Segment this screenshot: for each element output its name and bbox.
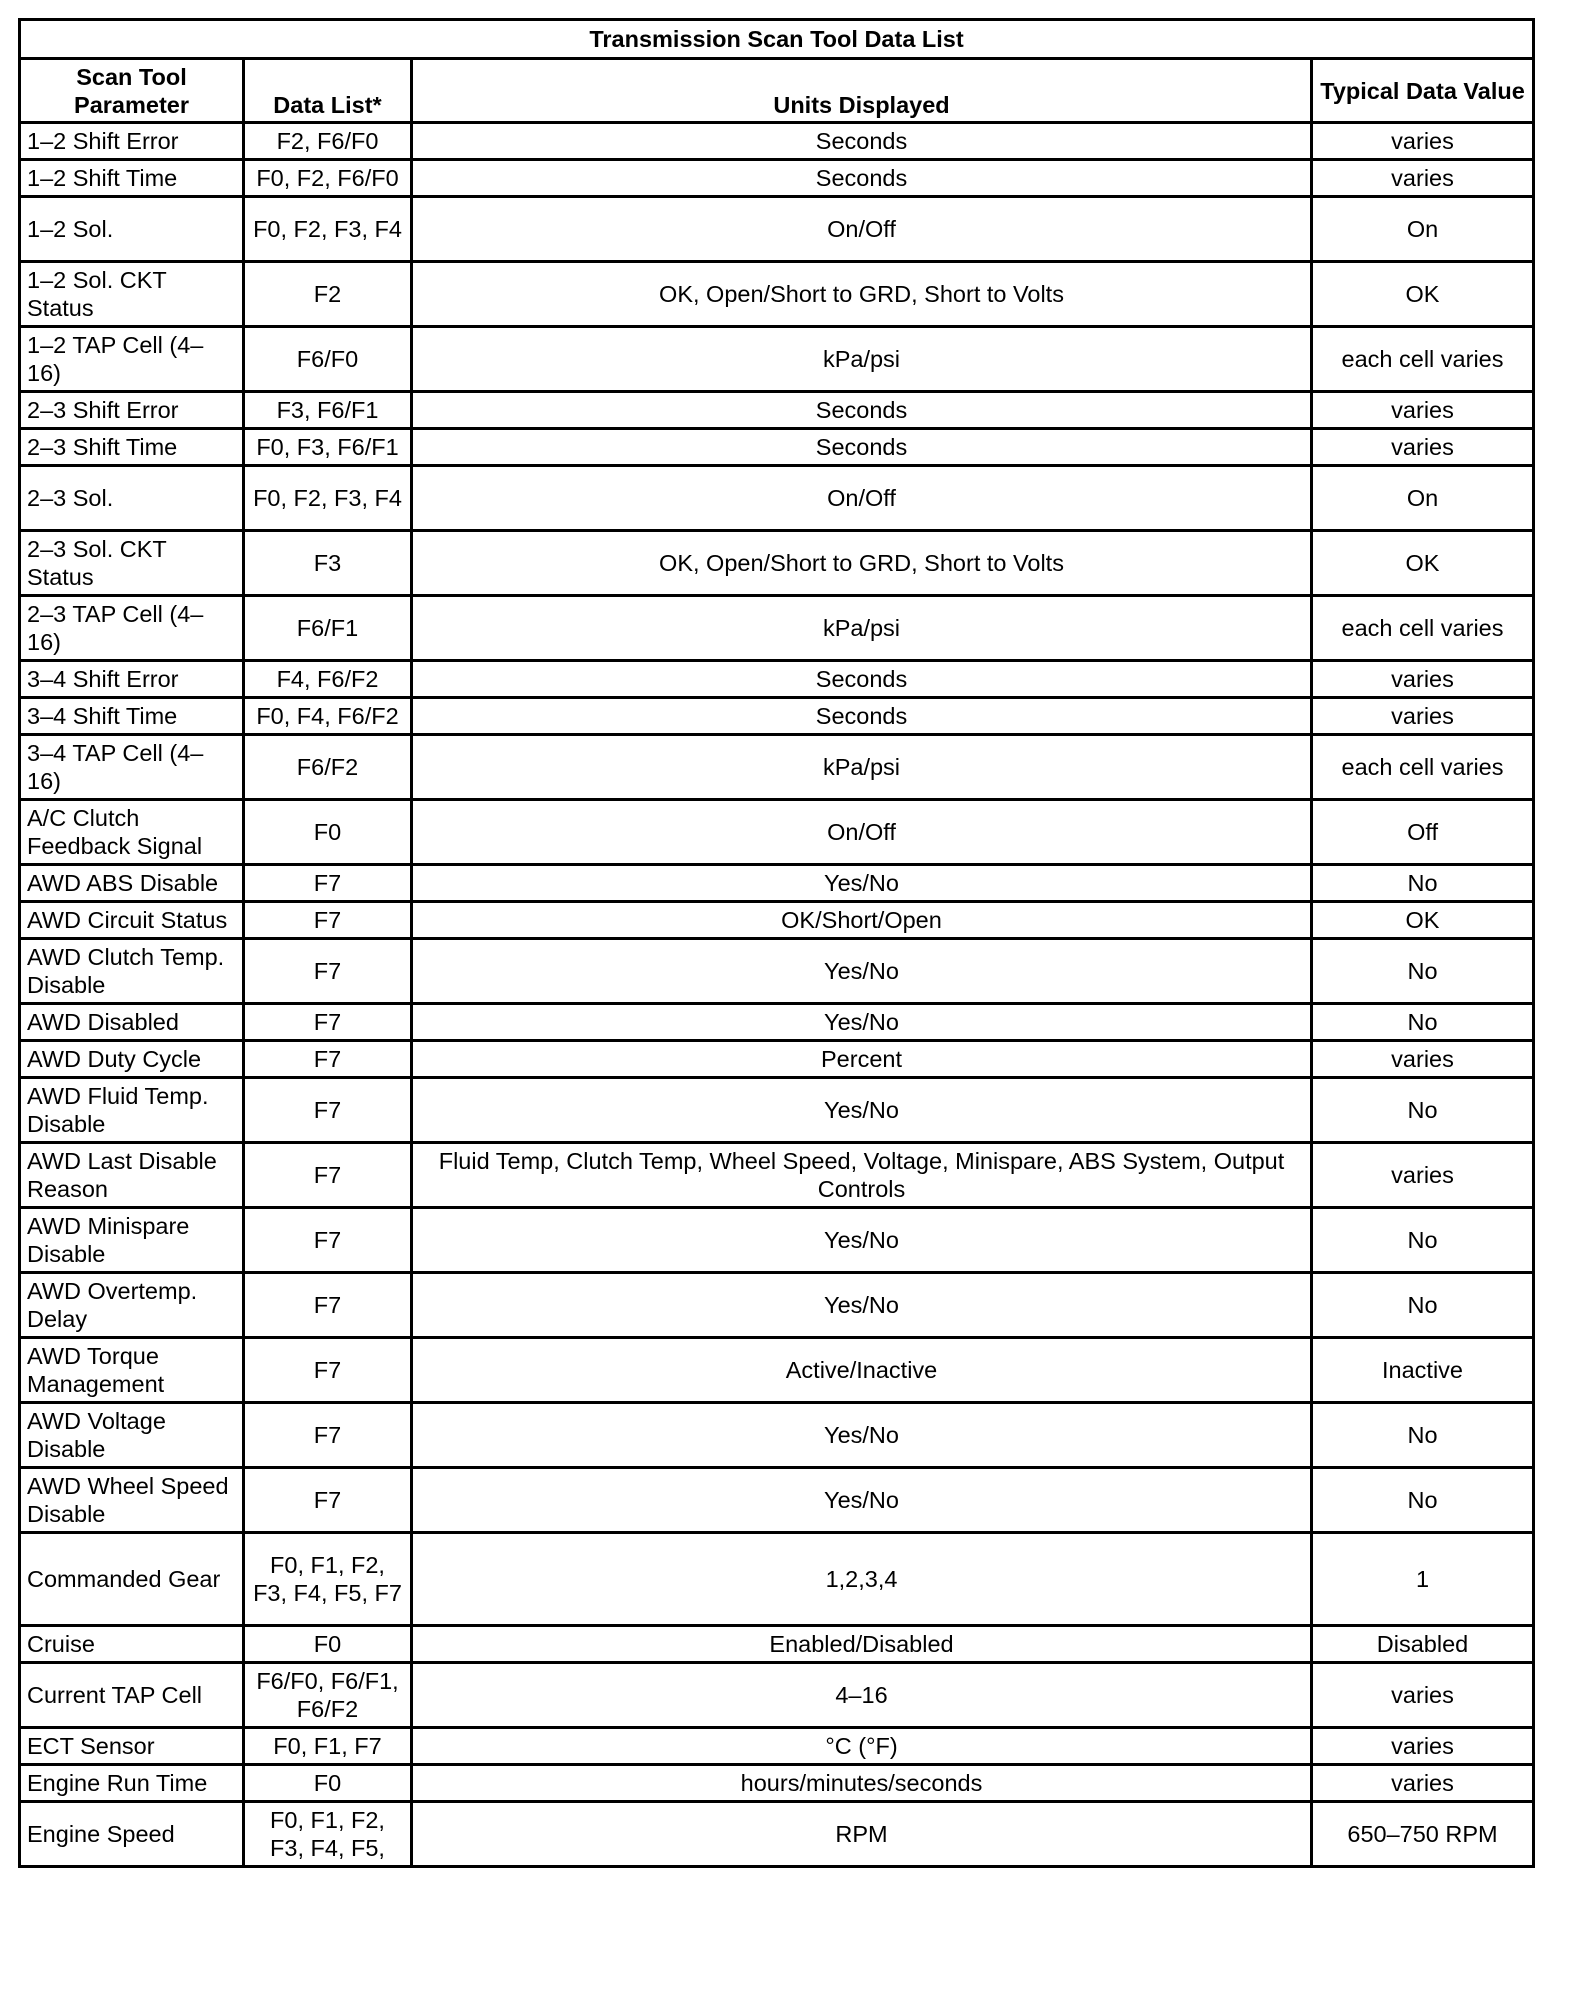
cell-typical-value: varies [1312, 1041, 1534, 1078]
header-parameter: Scan Tool Parameter [20, 59, 244, 123]
table-row [20, 531, 1534, 596]
table-row [20, 1728, 1534, 1765]
cell-parameter: 1–2 Shift Time [20, 160, 244, 197]
cell-parameter: 3–4 Shift Error [20, 661, 244, 698]
cell-units-displayed: hours/minutes/seconds [412, 1765, 1312, 1802]
cell-units-displayed: Percent [412, 1041, 1312, 1078]
table-row [20, 1041, 1534, 1078]
cell-parameter: 1–2 Sol. CKT Status [20, 262, 244, 327]
cell-data-list: F0, F1, F7 [244, 1728, 412, 1765]
table-row [20, 902, 1534, 939]
cell-units-displayed: kPa/psi [412, 735, 1312, 800]
cell-typical-value: varies [1312, 661, 1534, 698]
table-row [20, 1143, 1534, 1208]
cell-typical-value: No [1312, 1078, 1534, 1143]
cell-data-list: F3, F6/F1 [244, 392, 412, 429]
cell-parameter: Commanded Gear [20, 1533, 244, 1626]
cell-typical-value: each cell varies [1312, 735, 1534, 800]
cell-units-displayed: Fluid Temp, Clutch Temp, Wheel Speed, Voltage, Minispare, ABS System, Output Controls [412, 1143, 1312, 1208]
cell-units-displayed: OK, Open/Short to GRD, Short to Volts [412, 531, 1312, 596]
cell-typical-value: No [1312, 1004, 1534, 1041]
table-row [20, 1626, 1534, 1663]
header-units-displayed: Units Displayed [412, 59, 1312, 123]
cell-typical-value: No [1312, 1468, 1534, 1533]
cell-units-displayed: 1,2,3,4 [412, 1533, 1312, 1626]
header-data-list: Data List* [244, 59, 412, 123]
cell-parameter: AWD Circuit Status [20, 902, 244, 939]
table-row [20, 262, 1534, 327]
cell-data-list: F2, F6/F0 [244, 123, 412, 160]
table-row [20, 1765, 1534, 1802]
table-row [20, 698, 1534, 735]
cell-typical-value: each cell varies [1312, 596, 1534, 661]
table-row [20, 865, 1534, 902]
table-row [20, 160, 1534, 197]
cell-data-list: F6/F0, F6/F1, F6/F2 [244, 1663, 412, 1728]
cell-typical-value: each cell varies [1312, 327, 1534, 392]
table-row [20, 1468, 1534, 1533]
cell-typical-value: OK [1312, 902, 1534, 939]
cell-parameter: AWD Disabled [20, 1004, 244, 1041]
cell-data-list: F7 [244, 1041, 412, 1078]
table-row [20, 1004, 1534, 1041]
table-title: Transmission Scan Tool Data List [20, 20, 1534, 59]
cell-parameter: 2–3 TAP Cell (4–16) [20, 596, 244, 661]
cell-units-displayed: Yes/No [412, 1403, 1312, 1468]
cell-data-list: F0, F1, F2, F3, F4, F5, F7 [244, 1533, 412, 1626]
cell-units-displayed: Yes/No [412, 1273, 1312, 1338]
cell-units-displayed: On/Off [412, 466, 1312, 531]
cell-units-displayed: Enabled/Disabled [412, 1626, 1312, 1663]
cell-parameter: 1–2 Sol. [20, 197, 244, 262]
table-row [20, 429, 1534, 466]
cell-parameter: AWD Overtemp. Delay [20, 1273, 244, 1338]
table-row [20, 1403, 1534, 1468]
cell-data-list: F0, F4, F6/F2 [244, 698, 412, 735]
table-row [20, 661, 1534, 698]
cell-parameter: 2–3 Shift Time [20, 429, 244, 466]
table-row [20, 1533, 1534, 1626]
cell-data-list: F0, F3, F6/F1 [244, 429, 412, 466]
cell-data-list: F7 [244, 1468, 412, 1533]
cell-data-list: F0 [244, 1626, 412, 1663]
table-row [20, 939, 1534, 1004]
cell-data-list: F6/F2 [244, 735, 412, 800]
cell-parameter: AWD ABS Disable [20, 865, 244, 902]
cell-typical-value: On [1312, 466, 1534, 531]
cell-typical-value: varies [1312, 123, 1534, 160]
cell-units-displayed: Seconds [412, 698, 1312, 735]
cell-data-list: F7 [244, 1273, 412, 1338]
cell-typical-value: varies [1312, 1143, 1534, 1208]
cell-typical-value: OK [1312, 262, 1534, 327]
cell-parameter: AWD Minispare Disable [20, 1208, 244, 1273]
cell-units-displayed: Yes/No [412, 1208, 1312, 1273]
cell-parameter: AWD Last Disable Reason [20, 1143, 244, 1208]
cell-parameter: Cruise [20, 1626, 244, 1663]
table-row [20, 800, 1534, 865]
cell-data-list: F7 [244, 1208, 412, 1273]
cell-parameter: AWD Wheel Speed Disable [20, 1468, 244, 1533]
table-row [20, 1338, 1534, 1403]
cell-parameter: 3–4 Shift Time [20, 698, 244, 735]
cell-data-list: F7 [244, 902, 412, 939]
cell-units-displayed: kPa/psi [412, 327, 1312, 392]
cell-typical-value: Inactive [1312, 1338, 1534, 1403]
cell-units-displayed: Seconds [412, 123, 1312, 160]
table-row [20, 327, 1534, 392]
table-row [20, 1078, 1534, 1143]
cell-parameter: A/C Clutch Feedback Signal [20, 800, 244, 865]
cell-typical-value: varies [1312, 698, 1534, 735]
cell-typical-value: 650–750 RPM [1312, 1802, 1534, 1867]
cell-typical-value: No [1312, 865, 1534, 902]
cell-units-displayed: OK/Short/Open [412, 902, 1312, 939]
cell-data-list: F7 [244, 1338, 412, 1403]
cell-data-list: F0 [244, 1765, 412, 1802]
cell-parameter: Engine Speed [20, 1802, 244, 1867]
table-row [20, 1802, 1534, 1867]
cell-data-list: F7 [244, 865, 412, 902]
table-body [20, 123, 1534, 1867]
cell-parameter: 2–3 Sol. [20, 466, 244, 531]
cell-parameter: AWD Fluid Temp. Disable [20, 1078, 244, 1143]
cell-parameter: Engine Run Time [20, 1765, 244, 1802]
cell-units-displayed: Seconds [412, 160, 1312, 197]
cell-data-list: F0 [244, 800, 412, 865]
cell-parameter: 1–2 TAP Cell (4–16) [20, 327, 244, 392]
table-row [20, 1663, 1534, 1728]
cell-units-displayed: Yes/No [412, 939, 1312, 1004]
cell-typical-value: varies [1312, 160, 1534, 197]
cell-parameter: Current TAP Cell [20, 1663, 244, 1728]
table-row [20, 197, 1534, 262]
cell-units-displayed: RPM [412, 1802, 1312, 1867]
cell-typical-value: varies [1312, 429, 1534, 466]
cell-units-displayed: Seconds [412, 392, 1312, 429]
cell-units-displayed: Yes/No [412, 1468, 1312, 1533]
cell-data-list: F0, F2, F6/F0 [244, 160, 412, 197]
cell-units-displayed: Yes/No [412, 1004, 1312, 1041]
cell-units-displayed: Yes/No [412, 865, 1312, 902]
cell-units-displayed: Yes/No [412, 1078, 1312, 1143]
cell-units-displayed: kPa/psi [412, 596, 1312, 661]
cell-typical-value: No [1312, 1273, 1534, 1338]
cell-typical-value: On [1312, 197, 1534, 262]
cell-data-list: F0, F2, F3, F4 [244, 466, 412, 531]
cell-units-displayed: OK, Open/Short to GRD, Short to Volts [412, 262, 1312, 327]
table-row [20, 1273, 1534, 1338]
cell-data-list: F0, F2, F3, F4 [244, 197, 412, 262]
table-row [20, 392, 1534, 429]
cell-units-displayed: °C (°F) [412, 1728, 1312, 1765]
cell-data-list: F7 [244, 1078, 412, 1143]
cell-typical-value: No [1312, 939, 1534, 1004]
cell-units-displayed: Seconds [412, 429, 1312, 466]
header-typical-data-value: Typical Data Value [1312, 59, 1534, 123]
table-row [20, 466, 1534, 531]
cell-typical-value: Off [1312, 800, 1534, 865]
cell-typical-value: OK [1312, 531, 1534, 596]
scan-tool-data-table [18, 18, 1535, 1868]
cell-data-list: F7 [244, 939, 412, 1004]
cell-data-list: F2 [244, 262, 412, 327]
cell-typical-value: No [1312, 1403, 1534, 1468]
table-row [20, 735, 1534, 800]
cell-units-displayed: On/Off [412, 800, 1312, 865]
cell-parameter: AWD Clutch Temp. Disable [20, 939, 244, 1004]
cell-parameter: 1–2 Shift Error [20, 123, 244, 160]
cell-units-displayed: On/Off [412, 197, 1312, 262]
cell-typical-value: 1 [1312, 1533, 1534, 1626]
cell-data-list: F6/F0 [244, 327, 412, 392]
cell-parameter: 2–3 Shift Error [20, 392, 244, 429]
table-row [20, 123, 1534, 160]
cell-typical-value: varies [1312, 1765, 1534, 1802]
cell-parameter: AWD Torque Management [20, 1338, 244, 1403]
cell-typical-value: Disabled [1312, 1626, 1534, 1663]
cell-units-displayed: 4–16 [412, 1663, 1312, 1728]
cell-data-list: F4, F6/F2 [244, 661, 412, 698]
cell-parameter: 3–4 TAP Cell (4–16) [20, 735, 244, 800]
cell-parameter: AWD Voltage Disable [20, 1403, 244, 1468]
cell-typical-value: varies [1312, 392, 1534, 429]
table-row [20, 1208, 1534, 1273]
cell-data-list: F3 [244, 531, 412, 596]
cell-data-list: F7 [244, 1403, 412, 1468]
cell-typical-value: varies [1312, 1728, 1534, 1765]
cell-typical-value: No [1312, 1208, 1534, 1273]
table-row [20, 596, 1534, 661]
cell-parameter: 2–3 Sol. CKT Status [20, 531, 244, 596]
cell-data-list: F7 [244, 1143, 412, 1208]
cell-data-list: F6/F1 [244, 596, 412, 661]
cell-typical-value: varies [1312, 1663, 1534, 1728]
cell-parameter: ECT Sensor [20, 1728, 244, 1765]
cell-units-displayed: Seconds [412, 661, 1312, 698]
cell-parameter: AWD Duty Cycle [20, 1041, 244, 1078]
cell-units-displayed: Active/Inactive [412, 1338, 1312, 1403]
cell-data-list: F7 [244, 1004, 412, 1041]
cell-data-list: F0, F1, F2, F3, F4, F5, [244, 1802, 412, 1867]
